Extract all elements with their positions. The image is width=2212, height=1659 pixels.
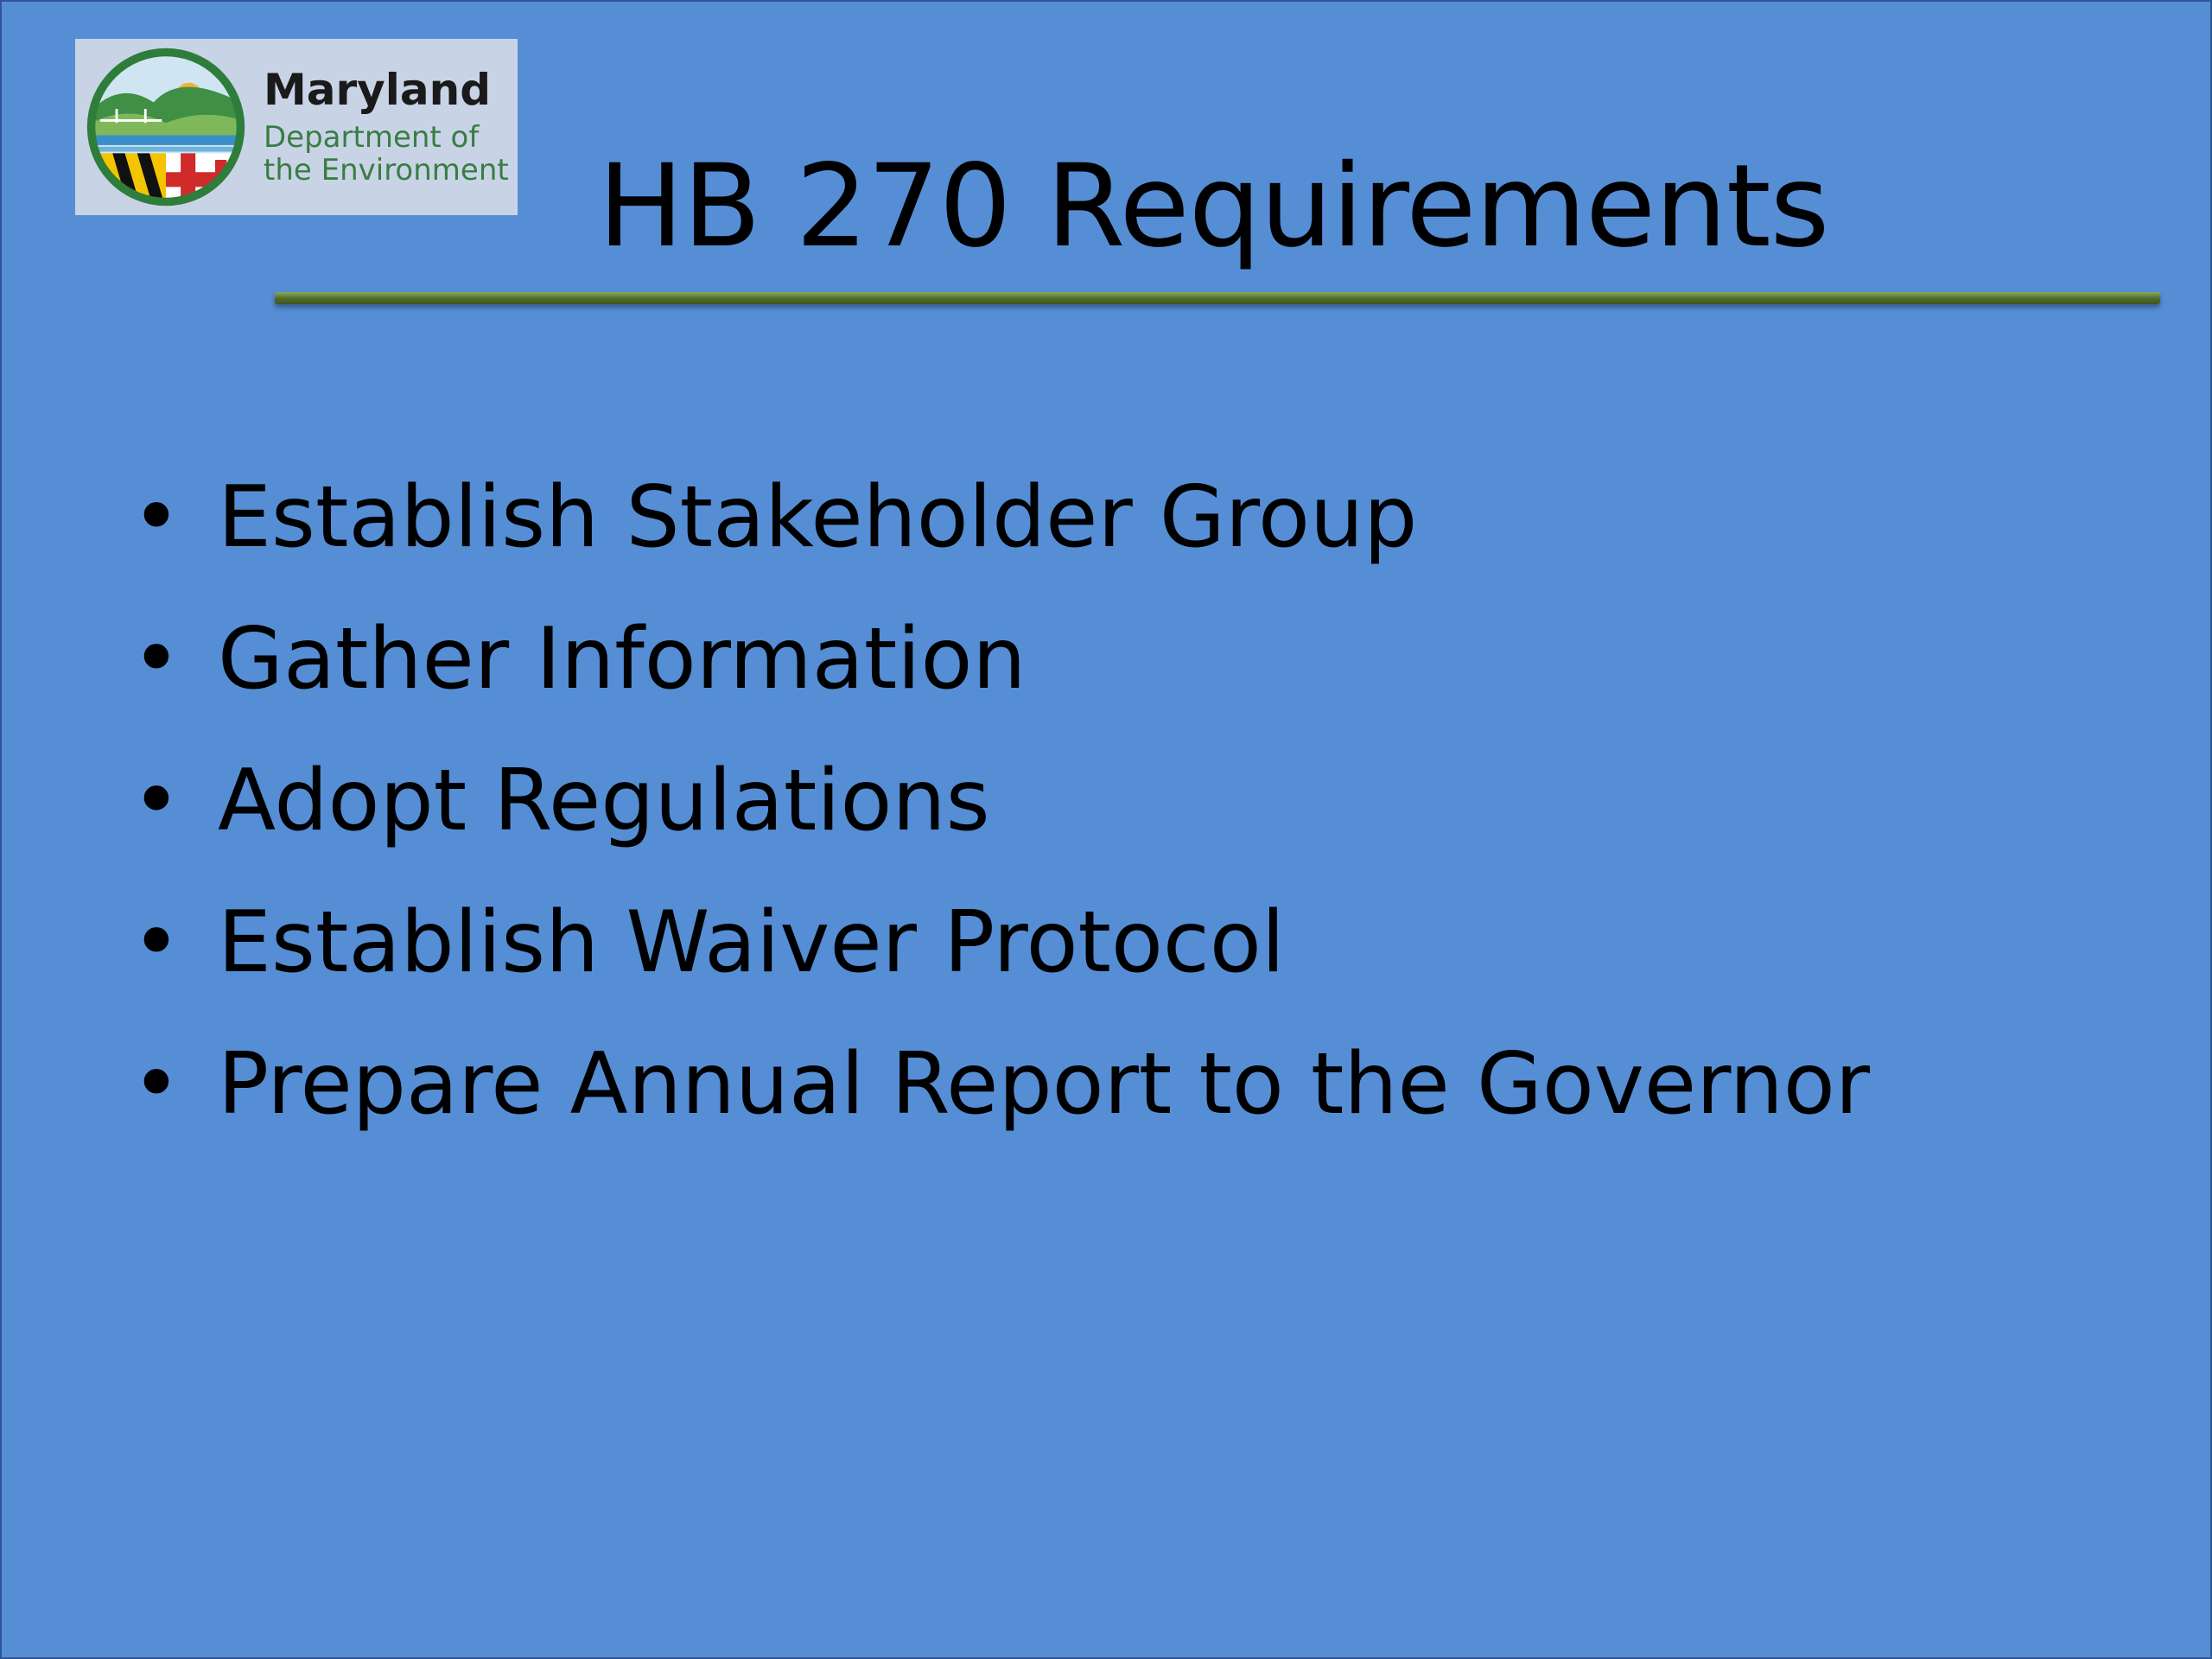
bullet-text: Establish Stakeholder Group <box>218 468 1418 567</box>
title-underline-divider <box>275 292 2160 304</box>
mde-seal-icon <box>84 45 248 209</box>
bullet-icon: • <box>131 752 181 850</box>
slide-title: HB 270 Requirements <box>598 140 1829 273</box>
logo-org-subtitle-line2: the Environment <box>264 153 509 188</box>
logo-org-subtitle-line1: Department of <box>264 120 480 155</box>
bullet-icon: • <box>131 610 181 709</box>
bullet-text: Establish Waiver Protocol <box>218 893 1286 992</box>
logo-org-name: Maryland <box>264 65 492 115</box>
bullet-icon: • <box>131 1035 181 1134</box>
bullet-icon: • <box>131 893 181 992</box>
bullet-text: Adopt Regulations <box>218 752 990 850</box>
maryland-department-of-the-environment-logo <box>75 39 518 215</box>
bullet-text: Prepare Annual Report to the Governor <box>218 1035 1871 1134</box>
bullet-text: Gather Information <box>218 610 1027 709</box>
bullet-icon: • <box>131 468 181 567</box>
